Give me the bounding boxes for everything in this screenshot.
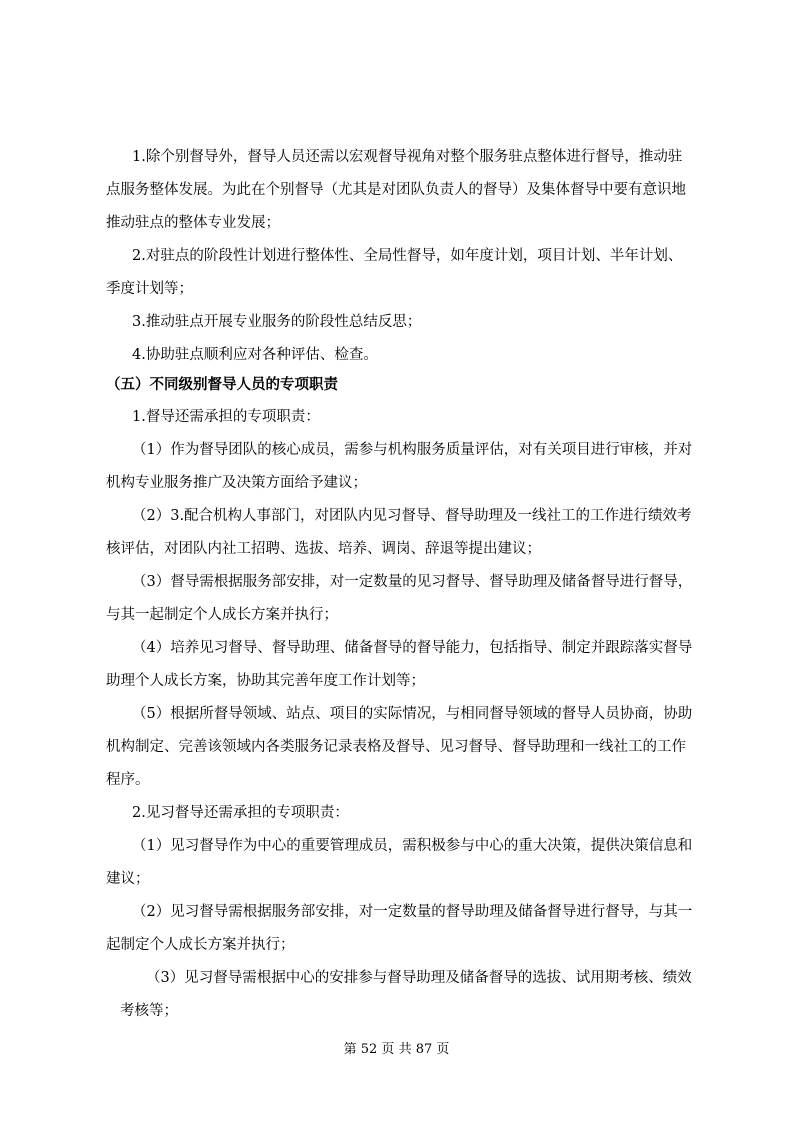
paragraph-line: 3.推动驻点开展专业服务的阶段性总结反思； [132,314,422,330]
paragraph-line: 建议； [106,871,150,887]
paragraph-line: 2.对驻点的阶段性计划进行整体性、全局性督导，如年度计划，项目计划、半年计划、 [132,248,683,264]
paragraph-line: （4）培养见习督导、督导助理、储备督导的督导能力，包括指导、制定并跟踪落实督导 [132,640,693,656]
paragraph-line: （2）见习督导需根据服务部安排，对一定数量的督导助理及储备督导进行督导，与其一 [132,904,693,920]
paragraph-line: （3）见习督导需根据中心的安排参与督导助理及储备督导的选拔、试用期考核、绩效 [146,970,692,986]
paragraph-line: 1.督导还需承担的专项职责： [132,409,320,425]
paragraph-line: 1.除个别督导外，督导人员还需以宏观督导视角对整个服务驻点整体进行督导，推动驻 [132,149,683,165]
paragraph-line: 点服务整体发展。为此在个别督导（尤其是对团队负责人的督导）及集体督导中要有意识地 [106,182,686,198]
paragraph-line: 起制定个人成长方案并执行； [106,937,295,953]
paragraph-line: 考核等； [120,1003,178,1019]
paragraph-line: 程序。 [106,772,150,788]
paragraph-line: 推动驻点的整体专业发展； [106,215,280,231]
page-number-footer: 第 52 页 共 87 页 [343,1042,450,1057]
paragraph-line: 4.协助驻点顺利应对各种评估、检查。 [132,347,378,363]
paragraph-line: （2）3.配合机构人事部门，对团队内见习督导、督导助理及一线社工的工作进行绩效考 [132,508,692,524]
paragraph-line: （3）督导需根据服务部安排，对一定数量的见习督导、督导助理及储备督导进行督导， [132,574,693,590]
paragraph-line: 助理个人成长方案，协助其完善年度工作计划等； [106,673,425,689]
paragraph-line: 机构制定、完善该领域内各类服务记录表格及督导、见习督导、督导助理和一线社工的工作 [106,739,686,755]
paragraph-line: 季度计划等； [106,281,193,297]
paragraph-line: （5）根据所督导领域、站点、项目的实际情况，与相同督导领域的督导人员协商，协助 [132,706,693,722]
paragraph-line: 机构专业服务推广及决策方面给予建议； [106,475,367,491]
paragraph-line: 核评估，对团队内社工招聘、选拔、培养、调岗、辞退等提出建议； [106,541,541,557]
paragraph-line: 2.见习督导还需承担的专项职责： [132,805,349,821]
paragraph-line: （1）见习督导作为中心的重要管理成员，需积极参与中心的重大决策，提供决策信息和 [132,838,693,854]
section-heading: （五）不同级别督导人员的专项职责 [106,376,338,393]
paragraph-line: 与其一起制定个人成长方案并执行； [106,607,338,623]
paragraph-line: （1）作为督导团队的核心成员，需参与机构服务质量评估，对有关项目进行审核，并对 [132,442,693,458]
